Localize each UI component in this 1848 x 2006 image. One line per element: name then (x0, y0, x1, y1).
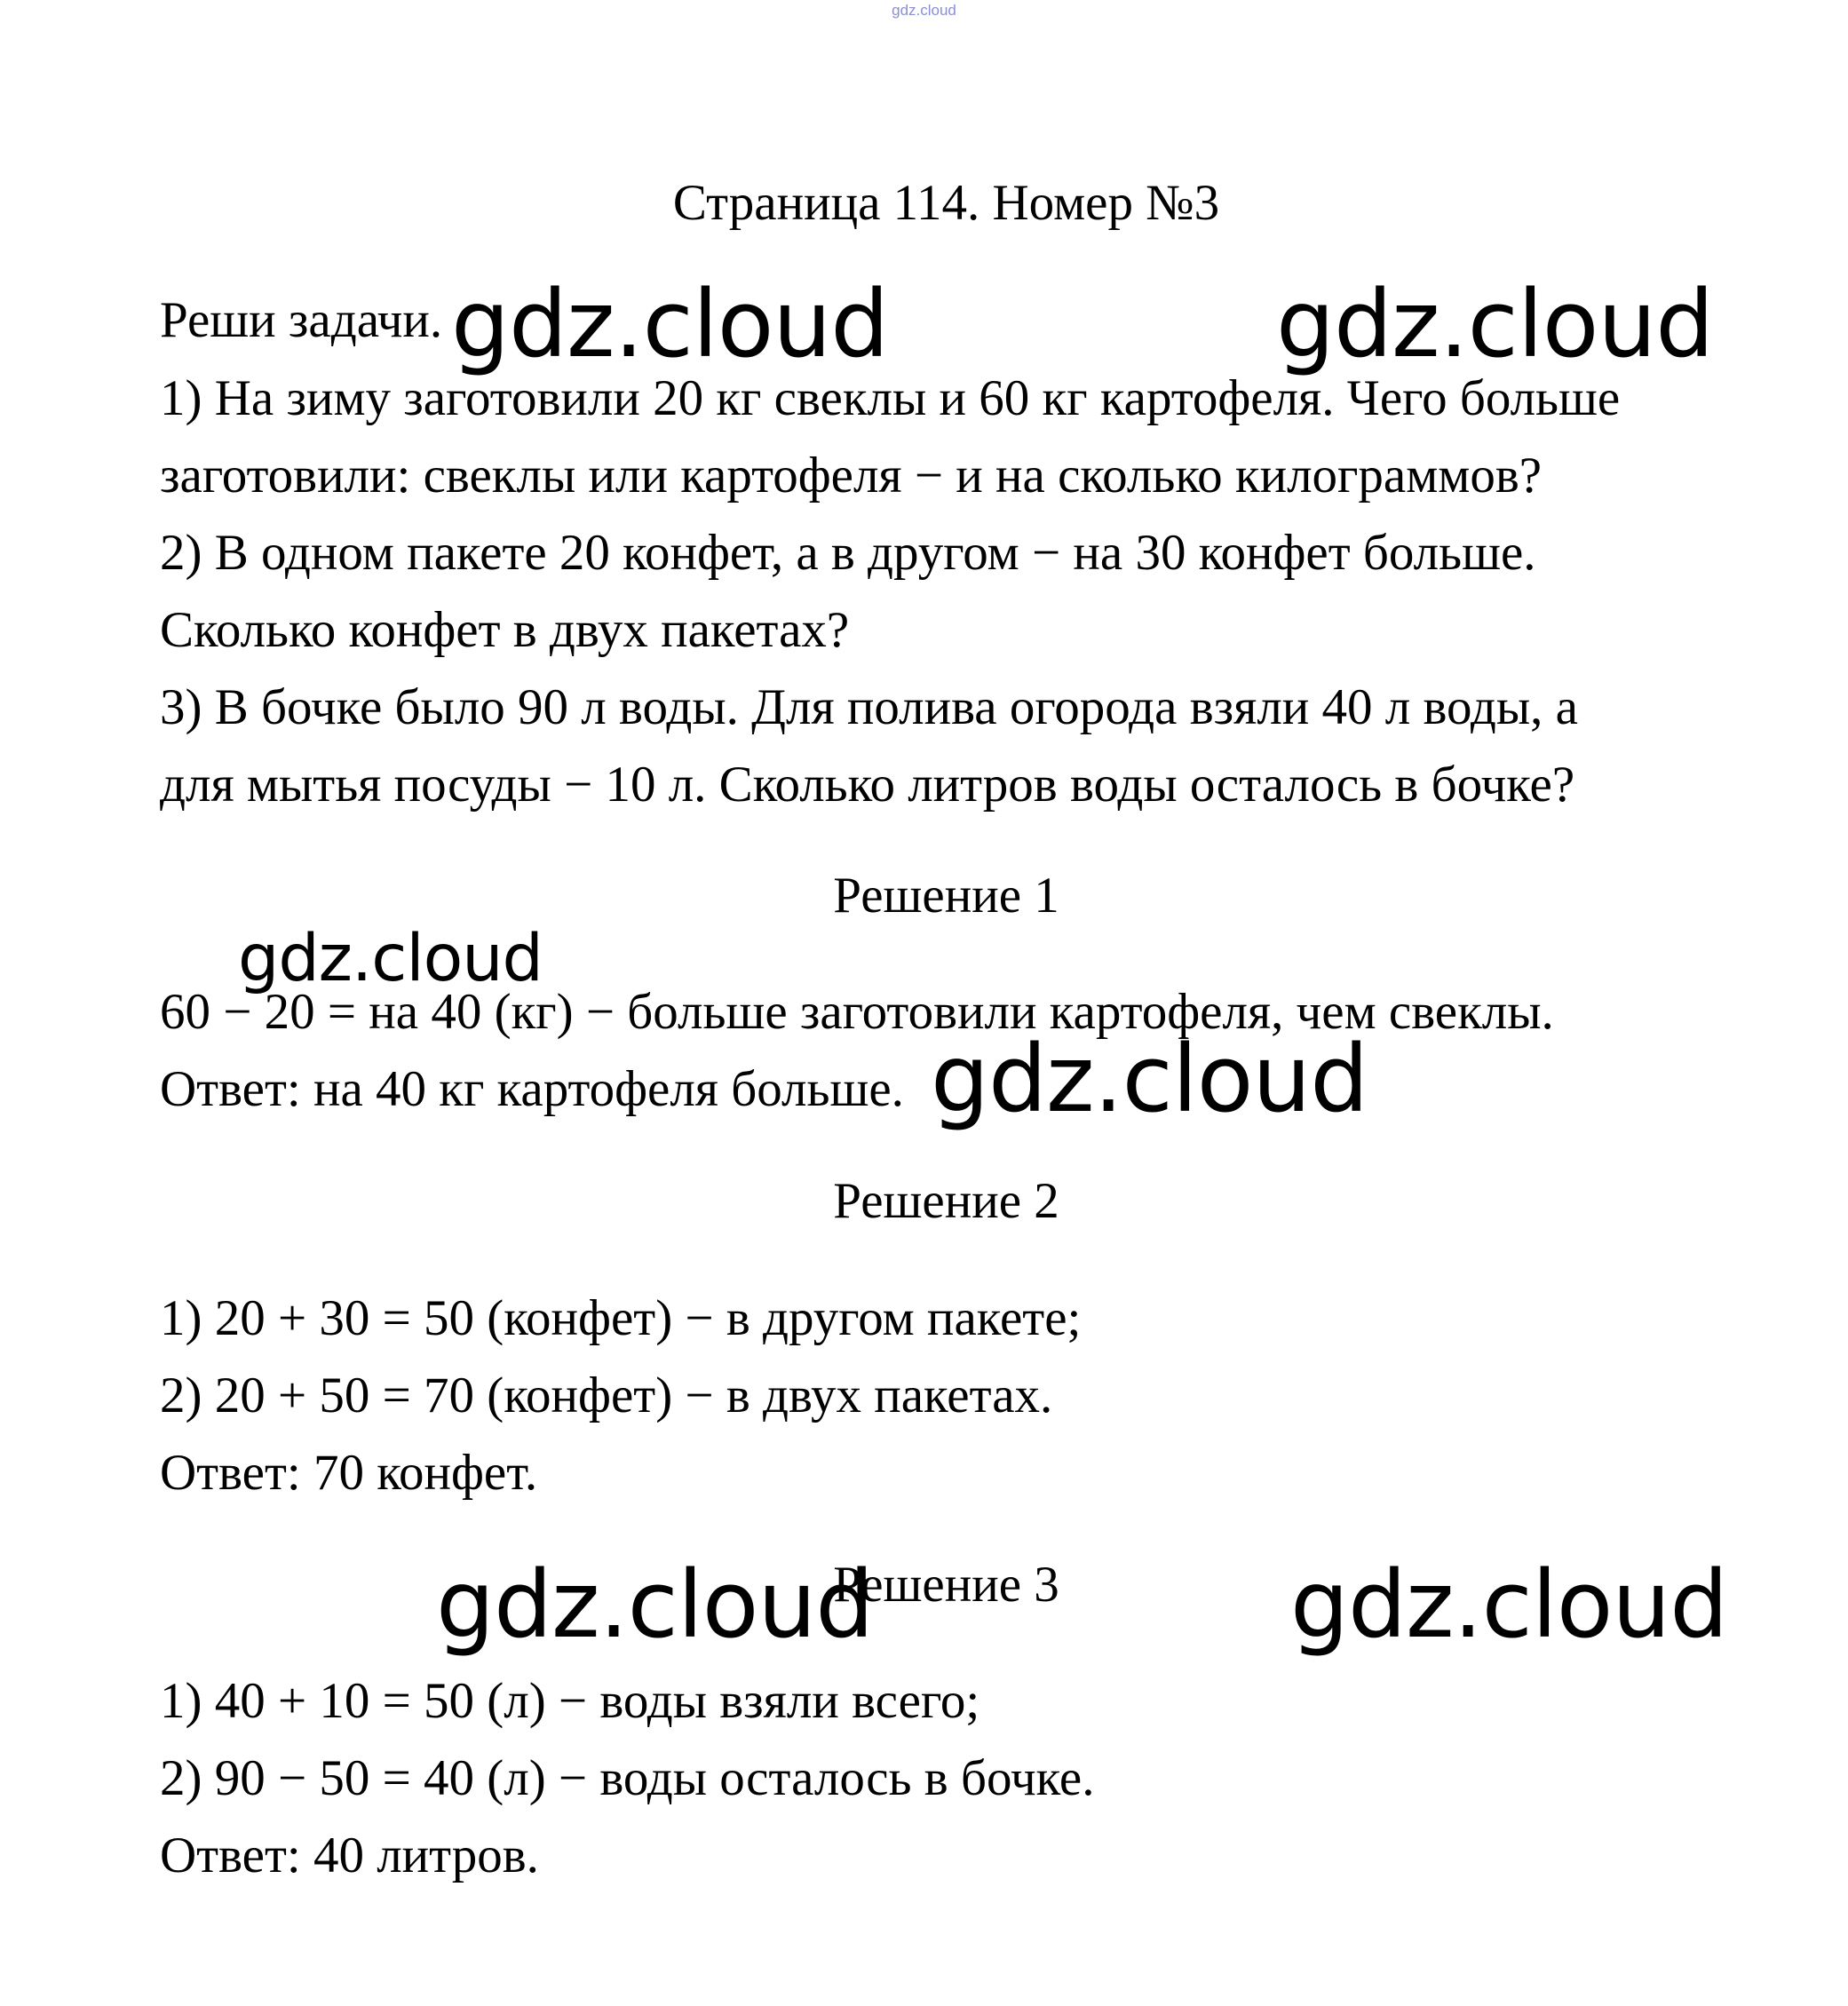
watermark-logo: gdz.cloud (1276, 270, 1714, 378)
solution-1-answer: Ответ: на 40 кг картофеля больше. (160, 1061, 904, 1117)
solution-3-answer: Ответ: 40 литров. (160, 1828, 539, 1883)
solution-1-heading: Решение 1 (833, 868, 1059, 924)
solution-1-line: 60 − 20 = на 40 (кг) − больше заготовили картофеля, чем свеклы. (160, 984, 1554, 1040)
task-intro: Реши задачи. (160, 292, 443, 348)
solution-2-line: 1) 20 + 30 = 50 (конфет) − в другом пакете; (160, 1290, 1082, 1346)
watermark-logo: gdz.cloud (931, 1025, 1368, 1133)
solution-2-line: 2) 20 + 50 = 70 (конфет) − в двух пакетах. (160, 1368, 1053, 1423)
solution-3-line: 1) 40 + 10 = 50 (л) − воды взяли всего; (160, 1673, 980, 1729)
watermark-logo: gdz.cloud (436, 1550, 874, 1659)
solution-3-line: 2) 90 − 50 = 40 (л) − воды осталось в бочке. (160, 1750, 1095, 1806)
page-title: Страница 114. Номер №3 (672, 175, 1220, 231)
watermark-logo: gdz.cloud (1290, 1550, 1728, 1659)
solution-3-heading: Решение 3 (833, 1557, 1059, 1613)
header-watermark: gdz.cloud (892, 2, 956, 19)
task-line: 1) На зиму заготовили 20 кг свеклы и 60 кг картофеля. Чего больше (160, 370, 1621, 426)
task-line: заготовили: свеклы или картофеля − и на сколько килограммов? (160, 448, 1543, 503)
watermark-logo: gdz.cloud (238, 921, 543, 996)
task-line: 3) В бочке было 90 л воды. Для полива огорода взяли 40 л воды, а (160, 679, 1578, 735)
solution-2-heading: Решение 2 (833, 1173, 1059, 1229)
task-line: для мытья посуды − 10 л. Сколько литров воды осталось в бочке? (160, 757, 1575, 813)
watermark-logo: gdz.cloud (451, 270, 889, 378)
task-line: 2) В одном пакете 20 конфет, а в другом − на 30 конфет больше. (160, 525, 1536, 581)
task-line: Сколько конфет в двух пакетах? (160, 602, 850, 658)
solution-2-answer: Ответ: 70 конфет. (160, 1445, 538, 1501)
